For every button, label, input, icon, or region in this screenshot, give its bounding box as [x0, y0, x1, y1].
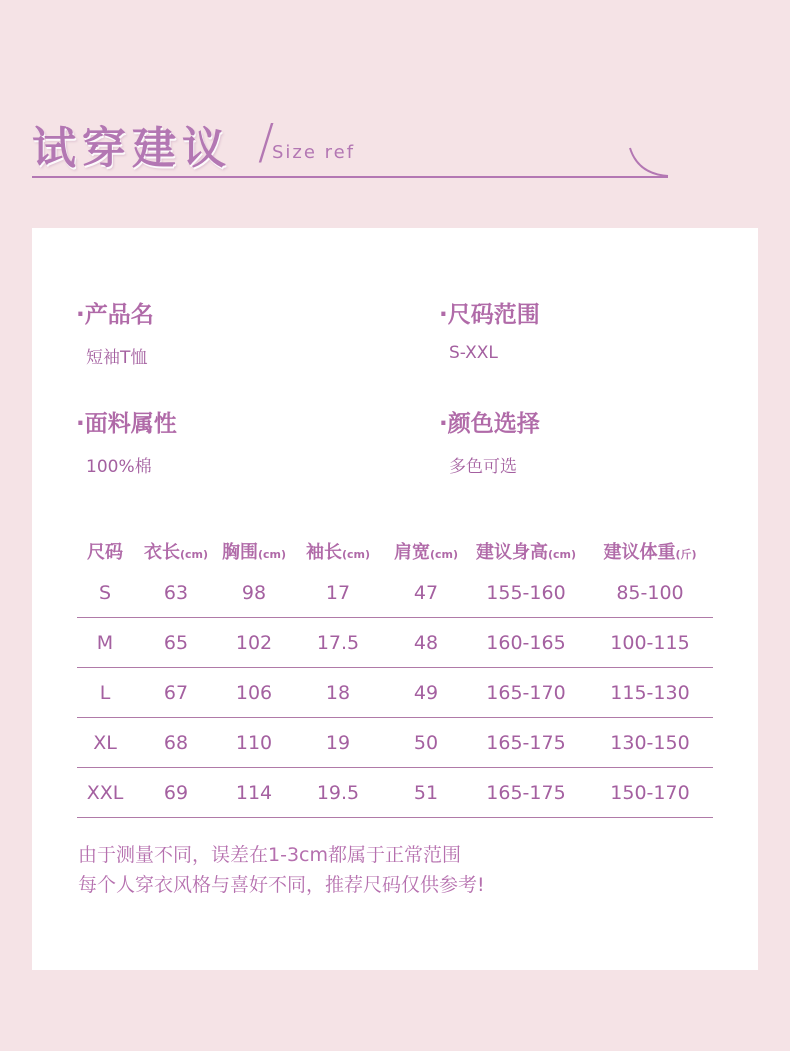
- cell-weight: 150-170: [610, 781, 690, 804]
- cell-sleeve: 17.5: [316, 631, 360, 654]
- header-shoulder: 肩宽(cm): [393, 542, 459, 563]
- cell-height: 155-160: [486, 581, 566, 604]
- color-label: ·颜色选择: [439, 411, 540, 437]
- header-divider: [32, 176, 668, 178]
- cell-shoulder: 47: [413, 581, 439, 604]
- note-line-1: 由于测量不同，误差在1-3cm都属于正常范围: [78, 844, 461, 866]
- cell-weight: 100-115: [610, 631, 690, 654]
- page-title: 试穿建议: [32, 123, 232, 174]
- cell-sleeve: 17: [325, 581, 351, 604]
- size-range-block: [439, 296, 540, 363]
- cell-chest: 110: [235, 731, 273, 754]
- cell-length: 63: [163, 581, 189, 604]
- cell-shoulder: 48: [413, 631, 439, 654]
- color-block: [439, 405, 540, 477]
- table-header: [77, 534, 713, 568]
- note-line-2: 每个人穿衣风格与喜好不同，推荐尺码仅供参考!: [78, 874, 485, 896]
- fabric-label: ·面料属性: [76, 411, 177, 437]
- size-card: [32, 228, 758, 970]
- cell-length: 65: [163, 631, 189, 654]
- cell-chest: 98: [241, 581, 267, 604]
- table-row: [77, 768, 713, 818]
- cell-shoulder: 50: [413, 731, 439, 754]
- cell-length: 68: [163, 731, 189, 754]
- table-row: [77, 668, 713, 718]
- fabric-block: [76, 405, 177, 477]
- header-weight: 建议体重(斤): [603, 542, 697, 563]
- cell-size: XXL: [86, 781, 124, 804]
- cell-height: 165-170: [486, 681, 566, 704]
- cell-shoulder: 49: [413, 681, 439, 704]
- cell-size: S: [98, 581, 112, 604]
- cell-length: 69: [163, 781, 189, 804]
- color-value: 多色可选: [449, 457, 517, 477]
- table-row: [77, 568, 713, 618]
- cell-height: 165-175: [486, 781, 566, 804]
- cell-sleeve: 18: [325, 681, 351, 704]
- cell-chest: 102: [235, 631, 273, 654]
- cell-shoulder: 51: [413, 781, 439, 804]
- cell-weight: 85-100: [616, 581, 684, 604]
- cell-size: XL: [93, 731, 117, 754]
- table-row: [77, 718, 713, 768]
- page-subtitle: Size ref: [272, 142, 356, 163]
- header-sleeve: 袖长(cm): [305, 542, 371, 563]
- page-header: [32, 110, 672, 190]
- cell-height: 160-165: [486, 631, 566, 654]
- title-slash: /: [258, 114, 275, 170]
- fabric-value: 100%棉: [86, 457, 152, 477]
- cell-chest: 106: [235, 681, 273, 704]
- header-height: 建议身高(cm): [475, 542, 577, 563]
- size-range-label: ·尺码范围: [439, 302, 540, 328]
- cell-weight: 130-150: [610, 731, 690, 754]
- product-name-label: ·产品名: [76, 302, 154, 328]
- header-size: 尺码: [87, 542, 123, 563]
- product-name-value: 短袖T恤: [86, 348, 148, 368]
- size-range-value: S-XXL: [449, 343, 498, 363]
- table-row: [77, 618, 713, 668]
- size-notes: [78, 840, 485, 900]
- cell-chest: 114: [235, 781, 273, 804]
- cell-weight: 115-130: [610, 681, 690, 704]
- header-length: 衣长(cm): [143, 542, 209, 563]
- cell-size: L: [99, 681, 111, 704]
- cell-sleeve: 19: [325, 731, 351, 754]
- cell-length: 67: [163, 681, 189, 704]
- product-name-block: [76, 296, 154, 368]
- cell-size: M: [96, 631, 114, 654]
- cell-height: 165-175: [486, 731, 566, 754]
- header-chest: 胸围(cm): [221, 542, 287, 563]
- swoosh-decoration: [628, 146, 670, 180]
- size-table: [77, 534, 713, 818]
- cell-sleeve: 19.5: [316, 781, 360, 804]
